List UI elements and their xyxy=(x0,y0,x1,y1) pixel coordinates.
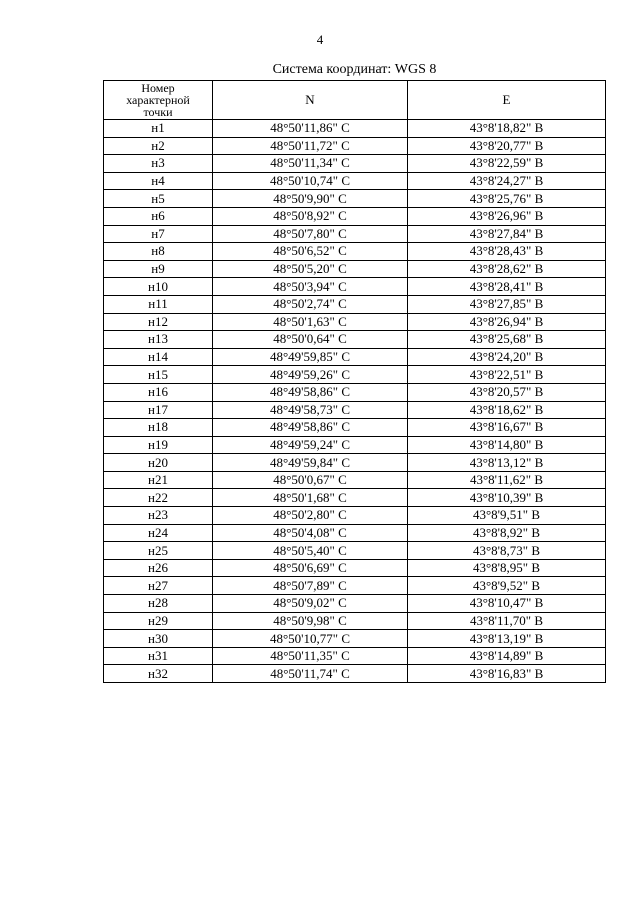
cell-latitude: 48°50'7,80" С xyxy=(213,225,408,243)
cell-latitude: 48°50'0,67" С xyxy=(213,471,408,489)
table-row xyxy=(104,524,606,542)
cell-longitude: 43°8'24,20" В xyxy=(408,348,606,366)
table-row xyxy=(104,260,606,278)
cell-point-id: н32 xyxy=(104,665,213,683)
cell-point-id: н4 xyxy=(104,172,213,190)
cell-longitude: 43°8'16,83" В xyxy=(408,665,606,683)
cell-longitude: 43°8'18,62" В xyxy=(408,401,606,419)
table-row xyxy=(104,243,606,261)
header-e: E xyxy=(408,81,606,120)
cell-point-id: н27 xyxy=(104,577,213,595)
cell-latitude: 48°50'11,86" С xyxy=(213,120,408,138)
header-point-number xyxy=(104,81,213,120)
table-row xyxy=(104,577,606,595)
table-row xyxy=(104,401,606,419)
cell-point-id: н11 xyxy=(104,295,213,313)
cell-longitude: 43°8'25,68" В xyxy=(408,331,606,349)
table-row xyxy=(104,471,606,489)
table-row xyxy=(104,489,606,507)
cell-latitude: 48°50'5,20" С xyxy=(213,260,408,278)
cell-point-id: н13 xyxy=(104,331,213,349)
cell-point-id: н21 xyxy=(104,471,213,489)
cell-latitude: 48°50'11,35" С xyxy=(213,647,408,665)
table-row xyxy=(104,507,606,525)
cell-longitude: 43°8'8,95" В xyxy=(408,559,606,577)
cell-longitude: 43°8'13,12" В xyxy=(408,454,606,472)
cell-point-id: н2 xyxy=(104,137,213,155)
table-row xyxy=(104,190,606,208)
cell-longitude: 43°8'9,52" В xyxy=(408,577,606,595)
cell-longitude: 43°8'22,59" В xyxy=(408,155,606,173)
cell-latitude: 48°49'58,86" С xyxy=(213,383,408,401)
cell-latitude: 48°49'58,73" С xyxy=(213,401,408,419)
cell-longitude: 43°8'28,62" В xyxy=(408,260,606,278)
cell-longitude: 43°8'20,57" В xyxy=(408,383,606,401)
cell-point-id: н14 xyxy=(104,348,213,366)
cell-latitude: 48°49'58,86" С xyxy=(213,419,408,437)
cell-latitude: 48°50'2,80" С xyxy=(213,507,408,525)
table-row xyxy=(104,419,606,437)
table-row xyxy=(104,559,606,577)
table-row xyxy=(104,383,606,401)
cell-longitude: 43°8'28,41" В xyxy=(408,278,606,296)
cell-latitude: 48°50'4,08" С xyxy=(213,524,408,542)
table-row xyxy=(104,137,606,155)
cell-latitude: 48°49'59,85" С xyxy=(213,348,408,366)
table-row xyxy=(104,331,606,349)
table-row xyxy=(104,436,606,454)
header-point-line3: точки xyxy=(143,105,173,119)
cell-latitude: 48°50'10,74" С xyxy=(213,172,408,190)
cell-point-id: н12 xyxy=(104,313,213,331)
cell-point-id: н30 xyxy=(104,630,213,648)
cell-latitude: 48°50'0,64" С xyxy=(213,331,408,349)
cell-longitude: 43°8'26,94" В xyxy=(408,313,606,331)
table-row xyxy=(104,612,606,630)
cell-point-id: н5 xyxy=(104,190,213,208)
cell-point-id: н3 xyxy=(104,155,213,173)
cell-latitude: 48°50'6,69" С xyxy=(213,559,408,577)
cell-latitude: 48°50'1,63" С xyxy=(213,313,408,331)
cell-longitude: 43°8'8,92" В xyxy=(408,524,606,542)
cell-latitude: 48°50'11,74" С xyxy=(213,665,408,683)
table-row xyxy=(104,295,606,313)
cell-point-id: н15 xyxy=(104,366,213,384)
cell-longitude: 43°8'22,51" В xyxy=(408,366,606,384)
page-number: 4 xyxy=(316,32,324,47)
cell-longitude: 43°8'24,27" В xyxy=(408,172,606,190)
cell-longitude: 43°8'9,51" В xyxy=(408,507,606,525)
coordinates-table xyxy=(103,80,606,683)
table-row xyxy=(104,348,606,366)
cell-longitude: 43°8'10,39" В xyxy=(408,489,606,507)
cell-longitude: 43°8'27,84" В xyxy=(408,225,606,243)
cell-latitude: 48°50'11,72" С xyxy=(213,137,408,155)
cell-latitude: 48°50'10,77" С xyxy=(213,630,408,648)
cell-longitude: 43°8'20,77" В xyxy=(408,137,606,155)
table-row xyxy=(104,630,606,648)
cell-longitude: 43°8'25,76" В xyxy=(408,190,606,208)
cell-latitude: 48°50'1,68" С xyxy=(213,489,408,507)
table-row xyxy=(104,172,606,190)
cell-longitude: 43°8'27,85" В xyxy=(408,295,606,313)
cell-longitude: 43°8'26,96" В xyxy=(408,207,606,225)
cell-longitude: 43°8'11,62" В xyxy=(408,471,606,489)
cell-point-id: н23 xyxy=(104,507,213,525)
cell-latitude: 48°49'59,24" С xyxy=(213,436,408,454)
table-row xyxy=(104,542,606,560)
cell-point-id: н18 xyxy=(104,419,213,437)
cell-point-id: н7 xyxy=(104,225,213,243)
cell-longitude: 43°8'11,70" В xyxy=(408,612,606,630)
cell-latitude: 48°50'9,02" С xyxy=(213,595,408,613)
cell-point-id: н28 xyxy=(104,595,213,613)
cell-longitude: 43°8'13,19" В xyxy=(408,630,606,648)
table-header-row xyxy=(104,81,606,120)
cell-longitude: 43°8'16,67" В xyxy=(408,419,606,437)
cell-point-id: н1 xyxy=(104,120,213,138)
table-row xyxy=(104,120,606,138)
table-row xyxy=(104,278,606,296)
cell-point-id: н29 xyxy=(104,612,213,630)
cell-latitude: 48°49'59,26" С xyxy=(213,366,408,384)
table-row xyxy=(104,647,606,665)
cell-latitude: 48°50'3,94" С xyxy=(213,278,408,296)
table-row xyxy=(104,313,606,331)
cell-point-id: н31 xyxy=(104,647,213,665)
cell-point-id: н26 xyxy=(104,559,213,577)
cell-point-id: н9 xyxy=(104,260,213,278)
table-row xyxy=(104,366,606,384)
cell-longitude: 43°8'10,47" В xyxy=(408,595,606,613)
cell-latitude: 48°50'11,34" С xyxy=(213,155,408,173)
cell-latitude: 48°49'59,84" С xyxy=(213,454,408,472)
cell-latitude: 48°50'9,90" С xyxy=(213,190,408,208)
cell-longitude: 43°8'14,80" В xyxy=(408,436,606,454)
cell-point-id: н19 xyxy=(104,436,213,454)
cell-longitude: 43°8'18,82" В xyxy=(408,120,606,138)
header-n: N xyxy=(213,81,408,120)
cell-point-id: н16 xyxy=(104,383,213,401)
header-point-line1: Номер xyxy=(141,81,175,95)
table-body xyxy=(104,120,606,683)
cell-longitude: 43°8'8,73" В xyxy=(408,542,606,560)
table-row xyxy=(104,155,606,173)
table-row xyxy=(104,454,606,472)
table-row xyxy=(104,665,606,683)
cell-point-id: н25 xyxy=(104,542,213,560)
cell-point-id: н6 xyxy=(104,207,213,225)
cell-point-id: н8 xyxy=(104,243,213,261)
cell-latitude: 48°50'7,89" С xyxy=(213,577,408,595)
cell-point-id: н10 xyxy=(104,278,213,296)
cell-latitude: 48°50'9,98" С xyxy=(213,612,408,630)
cell-point-id: н22 xyxy=(104,489,213,507)
table-row xyxy=(104,225,606,243)
cell-longitude: 43°8'28,43" В xyxy=(408,243,606,261)
table-row xyxy=(104,595,606,613)
cell-latitude: 48°50'8,92" С xyxy=(213,207,408,225)
cell-latitude: 48°50'2,74" С xyxy=(213,295,408,313)
cell-latitude: 48°50'5,40" С xyxy=(213,542,408,560)
cell-point-id: н24 xyxy=(104,524,213,542)
cell-longitude: 43°8'14,89" В xyxy=(408,647,606,665)
cell-latitude: 48°50'6,52" С xyxy=(213,243,408,261)
cell-point-id: н17 xyxy=(104,401,213,419)
table-row xyxy=(104,207,606,225)
table-caption: Система координат: WGS 8 xyxy=(272,62,437,77)
cell-point-id: н20 xyxy=(104,454,213,472)
header-point-line2: характерной xyxy=(126,93,190,107)
